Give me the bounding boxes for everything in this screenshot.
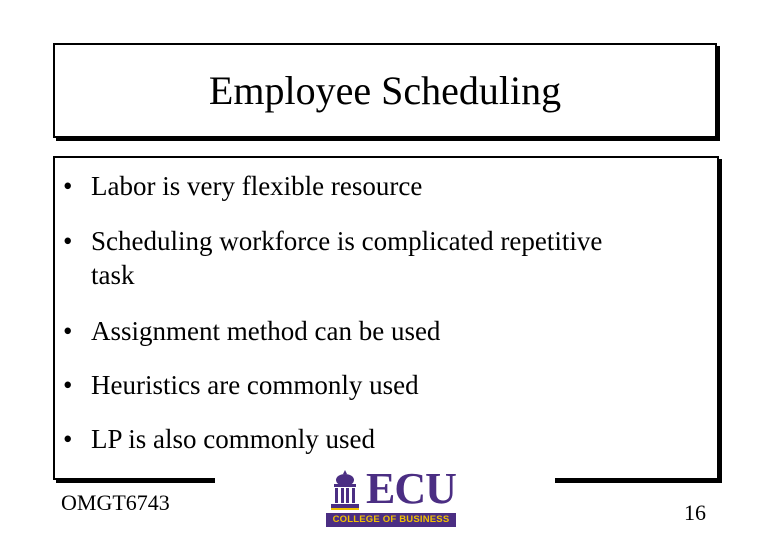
- bullet-item-heuristics: [63, 368, 703, 402]
- bullet-item-scheduling: [63, 224, 703, 292]
- bullet-item-lp: [63, 422, 703, 456]
- bullet-dot: •: [63, 316, 73, 346]
- bullet-item-labor: [63, 169, 703, 203]
- ecu-logo: [326, 464, 456, 530]
- bullet-text: Assignment method can be used: [91, 316, 441, 346]
- slide-title: Employee Scheduling: [208, 67, 562, 113]
- slide-content-box: [53, 156, 719, 480]
- bullet-text-line1: Scheduling workforce is complicated repetitive: [91, 226, 603, 256]
- bullet-text: [91, 224, 703, 292]
- page-number: 16: [684, 500, 706, 525]
- bullet-text: LP is also commonly used: [91, 424, 375, 454]
- bullet-dot: •: [63, 424, 73, 454]
- course-code: OMGT6743: [61, 490, 170, 515]
- bullet-item-assignment: [63, 314, 703, 348]
- cupola-icon: [326, 468, 364, 512]
- bullet-dot: •: [63, 171, 73, 201]
- bullet-text: Labor is very flexible resource: [91, 171, 423, 201]
- logo-tagline: COLLEGE OF BUSINESS: [326, 513, 456, 527]
- bullet-text: Heuristics are commonly used: [91, 370, 419, 400]
- slide-title-box: [53, 43, 717, 138]
- bullet-dot: •: [63, 226, 73, 256]
- bullet-dot: •: [63, 370, 73, 400]
- logo-wordmark: ECU: [366, 464, 456, 513]
- bullet-text-line2: task: [91, 260, 135, 290]
